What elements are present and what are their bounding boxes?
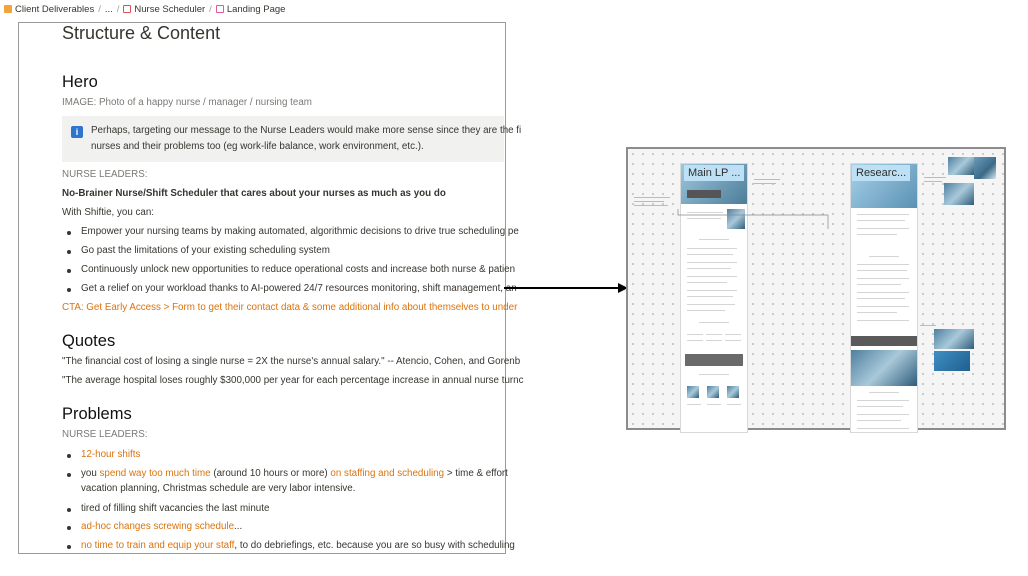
reference-photo bbox=[934, 329, 974, 349]
breadcrumb bbox=[0, 0, 1028, 18]
arrow-connector bbox=[504, 282, 630, 294]
reference-photo bbox=[934, 351, 970, 371]
quote-1: "The financial cost of losing a single nurse = 2X the nurse's annual salary." -- Atencio, Cohen, and Gorenb bbox=[62, 356, 521, 367]
team-image bbox=[851, 350, 917, 386]
callout-text-line1: Perhaps, targeting our message to the Nurse Leaders would make more sense since they are the fi bbox=[91, 125, 522, 136]
page-icon bbox=[216, 5, 224, 13]
whiteboard-canvas[interactable] bbox=[626, 147, 1006, 430]
cta-text: CTA: Get Early Access > Form to get their contact data & some additional info about themselves to under bbox=[62, 302, 518, 313]
breadcrumb-item-landing-page[interactable]: Landing Page bbox=[216, 4, 286, 15]
breadcrumb-separator: / bbox=[98, 3, 101, 15]
breadcrumb-separator: / bbox=[209, 3, 212, 15]
board-research[interactable] bbox=[850, 163, 918, 433]
board-title-main-lp[interactable]: Main LP ... bbox=[684, 165, 744, 181]
folder-icon bbox=[4, 5, 12, 13]
calendar-icon bbox=[123, 5, 131, 13]
reference-photo bbox=[948, 157, 974, 175]
problems-heading: Problems bbox=[62, 405, 132, 423]
reference-photo bbox=[974, 157, 996, 179]
section-title-cut: Structure & Content bbox=[62, 23, 221, 43]
list-item-continuation: vacation planning, Christmas schedule are very labor intensive. bbox=[81, 483, 356, 494]
info-icon: i bbox=[71, 126, 83, 138]
board-title-research[interactable]: Researc... bbox=[852, 165, 910, 181]
breadcrumb-separator: / bbox=[116, 3, 120, 15]
callout-text-line2: nurses and their problems too (eg work-life balance, work environment, etc.). bbox=[91, 141, 424, 152]
problems-audience: NURSE LEADERS: bbox=[62, 429, 148, 440]
quote-2: "The average hospital loses roughly $300,000 per year for each percentage increase in annual nurse turnc bbox=[62, 375, 524, 386]
hero-heading: Hero bbox=[62, 73, 98, 91]
breadcrumb-item-ellipsis[interactable]: ... bbox=[104, 3, 113, 15]
connector-line bbox=[668, 189, 848, 229]
reference-photo bbox=[944, 183, 974, 205]
callout bbox=[62, 116, 522, 162]
hero-headline: No-Brainer Nurse/Shift Scheduler that cares about your nurses as much as you do bbox=[62, 188, 446, 199]
breadcrumb-item-client-deliverables[interactable]: Client Deliverables bbox=[4, 4, 94, 15]
hero-audience: NURSE LEADERS: bbox=[62, 169, 148, 180]
breadcrumb-item-nurse-scheduler[interactable]: Nurse Scheduler bbox=[123, 4, 205, 15]
hero-intro: With Shiftie, you can: bbox=[62, 207, 155, 218]
quotes-heading: Quotes bbox=[62, 332, 116, 350]
document-content: Client Deliverables / ... / Nurse Scheduler / Landing Page Structure & Content Hero IMAGE: Photo of a happy nurse / manager / nursing team i Perhaps, targeting our message to the Nurse Leaders would make more sense since they are the fi nurses and their problems too (eg work-life balance, work environment, etc.). NURSE LEADERS: No-Brainer Nurse/Shift Scheduler that cares about your nurses as much as you do With Shiftie, you can: Empower your nursing teams by making automated, algorithmic decisions to drive true scheduling pe Go past the limitations of your existing scheduling system Continuously unlock new opportunities to reduce operational costs and increase both nurse & patien Get a relief on your workload thanks to AI-powered 24/7 resources monitoring, shift management, an CTA: Get Early Access > Form to get their contact data & some additional info about themselves to under Quotes "The financial cost of losing a single nurse = 2X the nurse's annual salary." -- Atencio, Cohen, and Gorenb "The average hospital loses roughly $300,000 per year for each percentage increase in annual nurse turnc Problems NURSE LEADERS: 12-hour shifts you spend way too much time (around 10 hours or more) on staffing and scheduling > time & effort vacation planning, Christmas schedule are very labor intensive. tired of filling shift vacancies the last minute ad-hoc changes screwing schedule... no time to train and equip your staff, to do debriefings, etc. because you are so busy with scheduling bbox=[0, 0, 504, 576]
hero-image-note: IMAGE: Photo of a happy nurse / manager / nursing team bbox=[62, 97, 312, 108]
